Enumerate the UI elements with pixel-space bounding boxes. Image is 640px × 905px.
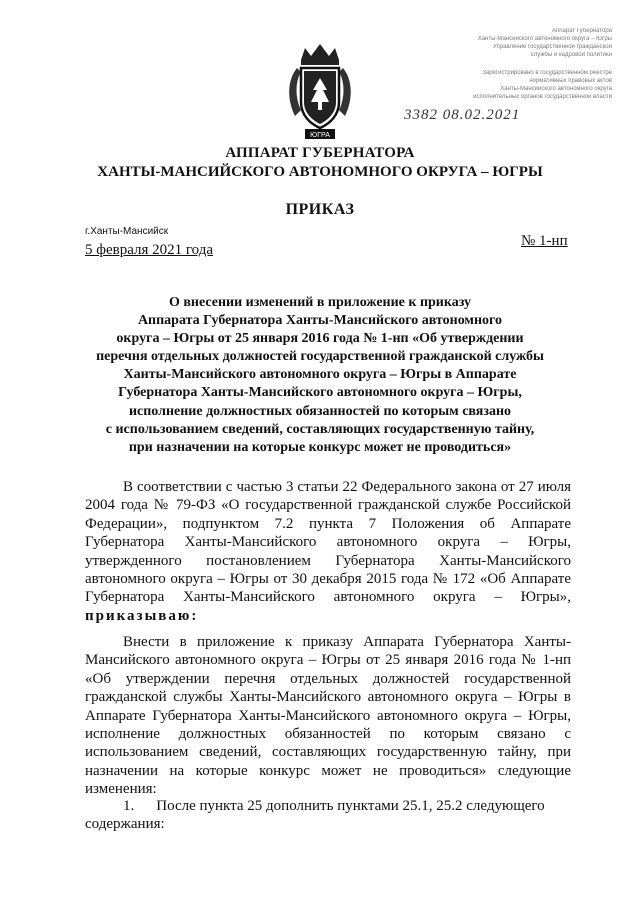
svg-text:ЮГРА: ЮГРА (310, 132, 330, 139)
list-item-number: 1. (123, 798, 135, 814)
document-type: ПРИКАЗ (285, 201, 355, 218)
list-item (85, 797, 571, 834)
stamp-line: Ханты-Мансийского автономного округа – Югры (477, 36, 612, 42)
subject-line: при назначении на которые конкурс может не проводиться» (128, 439, 512, 455)
registration-stamp (386, 14, 626, 126)
stamp-line: Управление государственной гражданской (493, 44, 612, 50)
stamp-line: Ханты-Мансийского автономного округа (500, 86, 612, 92)
preamble-paragraph (85, 478, 571, 625)
organization-title: АППАРАТ ГУБЕРНАТОРА (225, 145, 415, 161)
amendment-paragraph: Внести в приложение к приказу Аппарата Губернатора Ханты-Мансийского автономного округа – Югры от 25 января 2016 года № 1-нп «Об утверждении перечня отдельных должностей государственной гражданской службы Ханты-Мансийского автономного округа – Югры в Аппарате Губернатора Ханты-Мансийского автономного округа – Югры, исполнение должностных обязанностей по которым связано с использованием сведений, составляющих государственную тайну, при назначении на которые конкурс может не проводиться» следующие изменения: (85, 634, 571, 798)
organization-subtitle: ХАНТЫ-МАНСИЙСКОГО АВТОНОМНОГО ОКРУГА – ЮГРЫ (97, 164, 543, 180)
stamp-line: службы и кадровой политики (530, 52, 612, 58)
subject-line: Губернатора Ханты-Мансийского автономного округа – Югры, (118, 385, 522, 401)
subject-line: О внесении изменений в приложение к приказу (168, 295, 472, 310)
subject-line: Ханты-Мансийского автономного округа – Югры в Аппарате (123, 367, 517, 383)
list-item-text: После пункта 25 дополнить пунктами 25.1, 25.2 следующего содержания: (85, 798, 545, 833)
subject-line: Аппарата Губернатора Ханты-Мансийского автономного (137, 313, 503, 329)
registration-number: 3382 08.02.2021 (404, 107, 521, 123)
preamble-text: В соответствии с частью 3 статьи 22 Федерального закона от 27 июля 2004 года № 79-ФЗ «О государственной гражданской службе Российской Федерации», подпунктом 7.2 пункта 7 Положения об Аппарате Губернатора Ханты-Мансийского автономного округа – Югры, утвержденного постановлением Губернатора Ханты-Мансийского автономного округа – Югры от 30 декабря 2015 года № 172 «Об Аппарате Губернатора Ханты-Мансийского автономного округа – Югры», (85, 479, 571, 606)
subject-line: округа – Югры от 25 января 2016 года № 1-нп «Об утверждении (116, 331, 524, 347)
coat-of-arms-icon (283, 40, 357, 142)
order-word: приказываю: (85, 607, 199, 624)
stamp-line: исполнительных органов государственной власти (473, 94, 612, 100)
subject-line: исполнение должностных обязанностей по которым связано (128, 403, 512, 419)
subject-line: с использованием сведений, составляющих государственную тайну, (105, 421, 535, 437)
stamp-line: нормативных правовых актов (529, 78, 612, 84)
stamp-line: Зарегистрировано в государственном реестре (482, 70, 612, 76)
document-city: г.Ханты-Мансийск (85, 226, 169, 237)
document-subject (0, 294, 640, 457)
subject-line: перечня отдельных должностей государственной гражданской службы (96, 349, 544, 365)
document-number: № 1-нп (521, 233, 568, 249)
document-date: 5 февраля 2021 года (85, 242, 214, 258)
stamp-line: Аппарат Губернатора (552, 28, 612, 34)
